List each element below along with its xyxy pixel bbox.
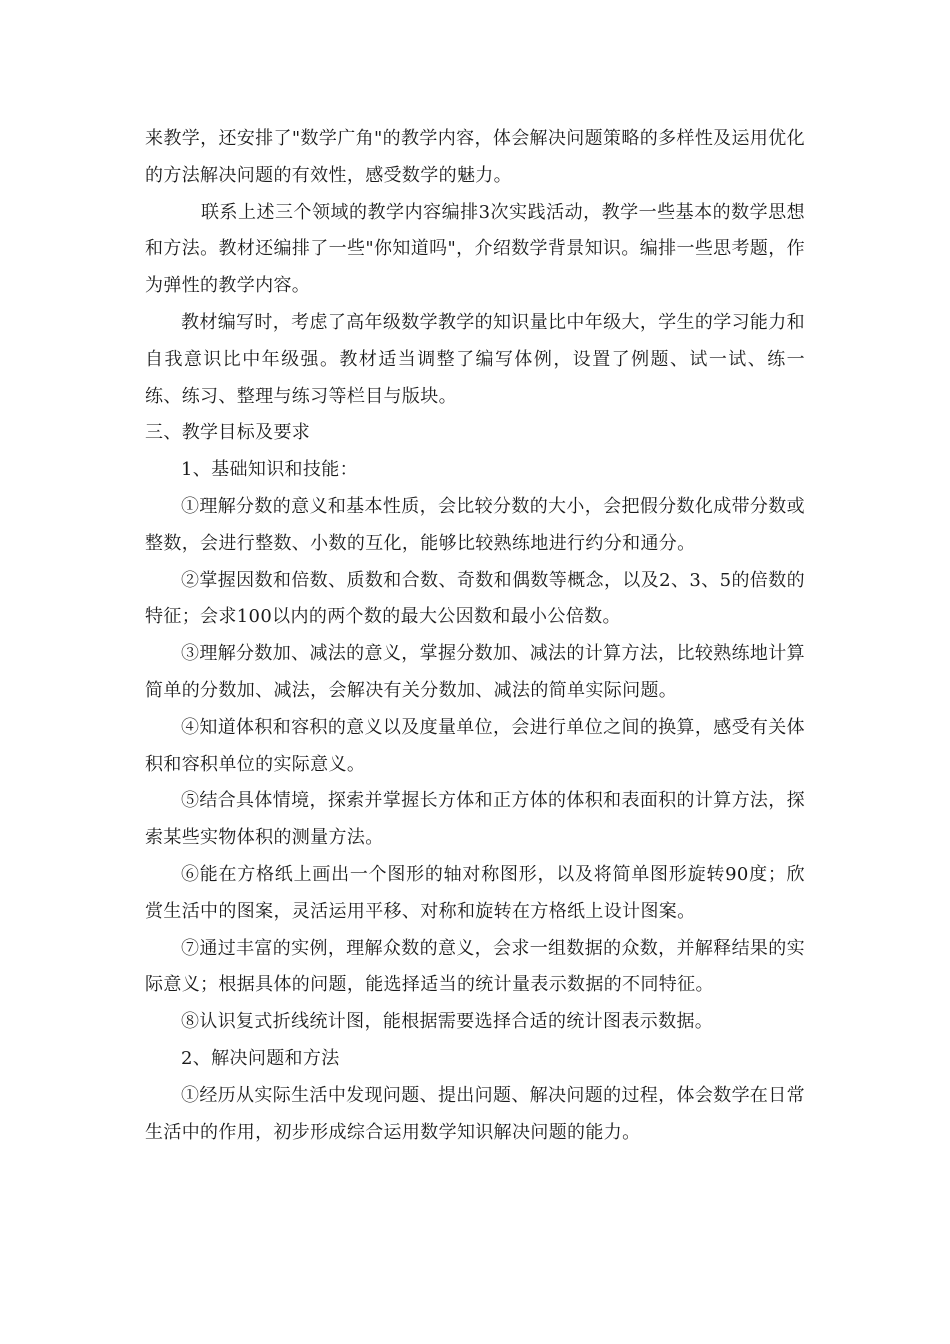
- paragraph-practice-activities: 联系上述三个领域的教学内容编排3次实践活动，教学一些基本的数学思想和方法。教材还编排了一些"你知道吗"，介绍数学背景知识。编排一些思考题，作为弹性的教学内容。: [145, 201, 805, 297]
- subheading-problem-solving: 2、解决问题和方法: [181, 1047, 340, 1069]
- paragraph-textbook-design: 教材编写时，考虑了高年级数学教学的知识量比中年级大，学生的学习能力和自我意识比中年级强。教材适当调整了编写体例，设置了例题、试一试、练一练、练习、整理与练习等栏目与版块。: [145, 311, 805, 407]
- list-item-line-chart: ⑧认识复式折线统计图，能根据需要选择合适的统计图表示数据。: [181, 1011, 714, 1033]
- document-body: [145, 121, 805, 1151]
- list-item-fraction-addition: ③理解分数加、减法的意义，掌握分数加、减法的计算方法，比较熟练地计算简单的分数加、减法，会解决有关分数加、减法的简单实际问题。: [145, 643, 805, 701]
- paragraph-teaching-content-intro: 来教学，还安排了"数学广角"的教学内容，体会解决问题策略的多样性及运用优化的方法解决问题的有效性，感受数学的魅力。: [145, 128, 805, 186]
- list-item-mode-statistics: ⑦通过丰富的实例，理解众数的意义，会求一组数据的众数，并解释结果的实际意义；根据具体的问题，能选择适当的统计量表示数据的不同特征。: [145, 937, 805, 996]
- list-item-cuboid-volume: ⑤结合具体情境，探索并掌握长方体和正方体的体积和表面积的计算方法，探索某些实物体积的测量方法。: [145, 790, 805, 849]
- list-item-volume-units: ④知道体积和容积的意义以及度量单位，会进行单位之间的换算，感受有关体积和容积单位的实际意义。: [145, 716, 805, 775]
- list-item-fractions: ①理解分数的意义和基本性质，会比较分数的大小，会把假分数化成带分数或整数，会进行整数、小数的互化，能够比较熟练地进行约分和通分。: [145, 495, 805, 554]
- list-item-factors-multiples: ②掌握因数和倍数、质数和合数、奇数和偶数等概念，以及2、3、5的倍数的特征；会求100以内的两个数的最大公因数和最小公倍数。: [145, 569, 805, 628]
- section-heading-goals: 三、教学目标及要求: [145, 422, 311, 444]
- subheading-basic-knowledge: 1、基础知识和技能：: [181, 459, 358, 481]
- list-item-real-life-problems: ①经历从实际生活中发现问题、提出问题、解决问题的过程，体会数学在日常生活中的作用，初步形成综合运用数学知识解决问题的能力。: [145, 1084, 805, 1143]
- list-item-symmetry-rotation: ⑥能在方格纸上画出一个图形的轴对称图形，以及将简单图形旋转90度；欣赏生活中的图案，灵活运用平移、对称和旋转在方格纸上设计图案。: [145, 863, 805, 922]
